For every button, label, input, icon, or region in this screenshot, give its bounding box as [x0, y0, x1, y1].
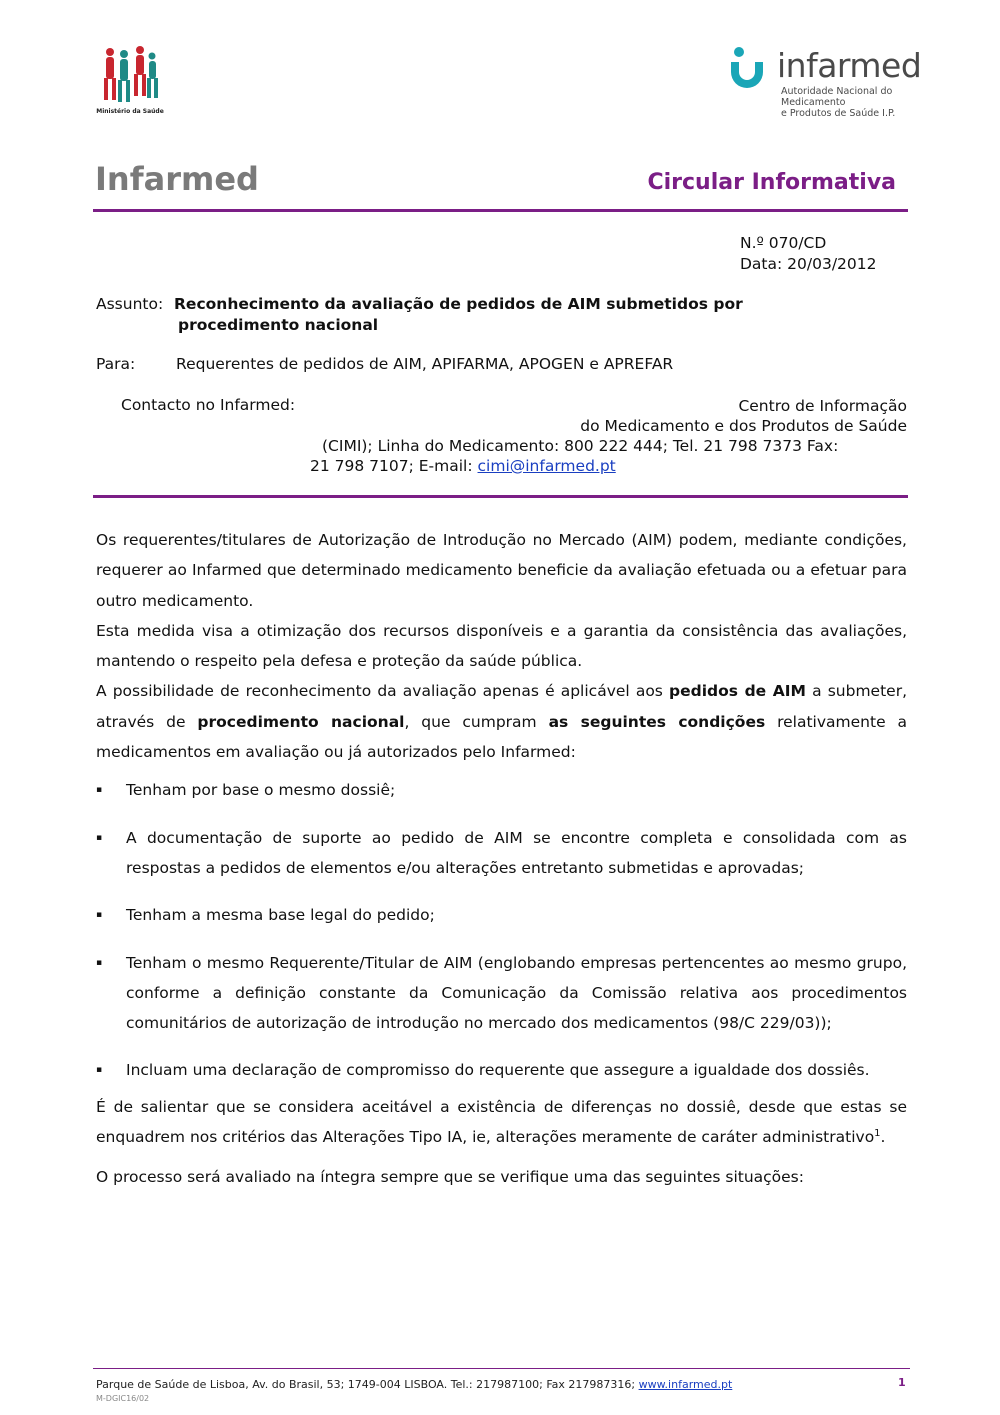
infarmed-wordmark: infarmed [777, 46, 922, 85]
differences-end: . [880, 1128, 886, 1147]
ministry-figures-icon [92, 44, 168, 106]
infarmed-subtitle [781, 86, 927, 119]
circular-date: Data: 20/03/2012 [740, 255, 877, 273]
subject-line2: procedimento nacional [178, 316, 379, 334]
reference-block [740, 233, 877, 275]
header-divider [93, 209, 908, 212]
contact-label: Contacto no Infarmed: [121, 396, 296, 414]
differences-text: É de salientar que se considera aceitável a existência de diferenças no dossiê, desde que estas se enquadrem nos critérios das Alterações Tipo IA, ie, alterações meramente de caráter administrativo [96, 1097, 907, 1147]
contact-details [310, 396, 907, 476]
footnote-ref[interactable]: 1 [874, 1127, 881, 1139]
conditions-text-a: A possibilidade de reconhecimento da avaliação apenas é aplicável aos [96, 682, 670, 701]
paragraph-full-evaluation: O processo será avaliado na íntegra sempre que se verifique uma das seguintes situações: [96, 1168, 804, 1187]
conditions-text-e: , que cumpram [404, 712, 549, 731]
paragraph-intro: Os requerentes/titulares de Autorização de Introdução no Mercado (AIM) podem, mediante condições, requerer ao Infarmed que determinado medicamento beneficie da avaliação efetuada ou a efetuar para outro medicamento. [96, 531, 907, 610]
infarmed-subtitle-line1: Autoridade Nacional do Medicamento [781, 86, 893, 108]
contact-line3: (CIMI); Linha do Medicamento: 800 222 444; Tel. 21 798 7373 Fax: [322, 437, 839, 455]
conditions-text-g: relativamente a medicamentos em avaliação ou já autorizados pelo Infarmed: [96, 712, 907, 762]
subject-line1: Reconhecimento da avaliação de pedidos de AIM submetidos por [174, 295, 743, 313]
recipients-label: Para: [96, 355, 136, 373]
document-type: Circular Informativa [647, 170, 896, 195]
paragraph-purpose: Esta medida visa a otimização dos recursos disponíveis e a garantia da consistência das avaliações, mantendo o respeito pela defesa e proteção da saúde pública. [96, 621, 907, 671]
recipients-text: Requerentes de pedidos de AIM, APIFARMA, APOGEN e APREFAR [176, 355, 674, 373]
circular-body [96, 525, 907, 1193]
form-code: M-DGIC16/02 [96, 1394, 150, 1403]
conditions-bold-b: pedidos de AIM [669, 682, 806, 701]
contact-line4-prefix: 21 798 7107; E-mail: [310, 457, 478, 475]
ministry-caption: Ministério da Saúde [96, 108, 164, 115]
infarmed-mark-icon [727, 44, 775, 92]
condition-bullet: ▪ Incluam uma declaração de compromisso do requerente que assegure a igualdade dos dossiês. [96, 1055, 907, 1085]
brand-title: Infarmed [95, 160, 259, 198]
footer-address [96, 1378, 732, 1391]
contact-line2: do Medicamento e dos Produtos de Saúde [580, 417, 907, 435]
page-number: 1 [898, 1376, 906, 1389]
contact-line4 [310, 456, 907, 476]
paragraph-conditions [96, 676, 907, 767]
conditions-text-c: a submeter, através de [96, 682, 908, 731]
contact-divider [93, 495, 908, 498]
conditions-bold-f: as seguintes condições [548, 712, 766, 731]
condition-bullet: ▪ Tenham a mesma base legal do pedido; [96, 900, 907, 930]
condition-bullet: ▪ Tenham por base o mesmo dossiê; [96, 775, 907, 805]
condition-bullet: ▪ A documentação de suporte ao pedido de AIM se encontre completa e consolidada com as respostas a pedidos de elementos e/ou alterações entretanto submetidas e aprovadas; [96, 823, 907, 884]
footer-divider [93, 1368, 910, 1369]
footer-website-link[interactable]: www.infarmed.pt [638, 1378, 733, 1391]
infarmed-logo [727, 44, 927, 119]
subject-label: Assunto: [96, 295, 164, 313]
contact-email-link[interactable]: cimi@infarmed.pt [477, 457, 616, 475]
ministry-of-health-logo [92, 44, 168, 120]
infarmed-subtitle-line2: e Produtos de Saúde I.P. [781, 108, 896, 119]
contact-line1: Centro de Informação [738, 397, 907, 415]
paragraph-differences [96, 1092, 907, 1153]
conditions-bold-d: procedimento nacional [197, 712, 405, 731]
footer-address-text: Parque de Saúde de Lisboa, Av. do Brasil, 53; 1749-004 LISBOA. Tel.: 217987100; Fax 217987316; [96, 1378, 639, 1391]
circular-number: N.º 070/CD [740, 234, 827, 252]
condition-bullet: ▪ Tenham o mesmo Requerente/Titular de AIM (englobando empresas pertencentes ao mesmo grupo, conforme a definição constante da Comunicação da Comissão relativa aos procedimentos comunitários de autorização de introdução no mercado dos medicamentos (98/C 229/03)); [96, 948, 907, 1039]
